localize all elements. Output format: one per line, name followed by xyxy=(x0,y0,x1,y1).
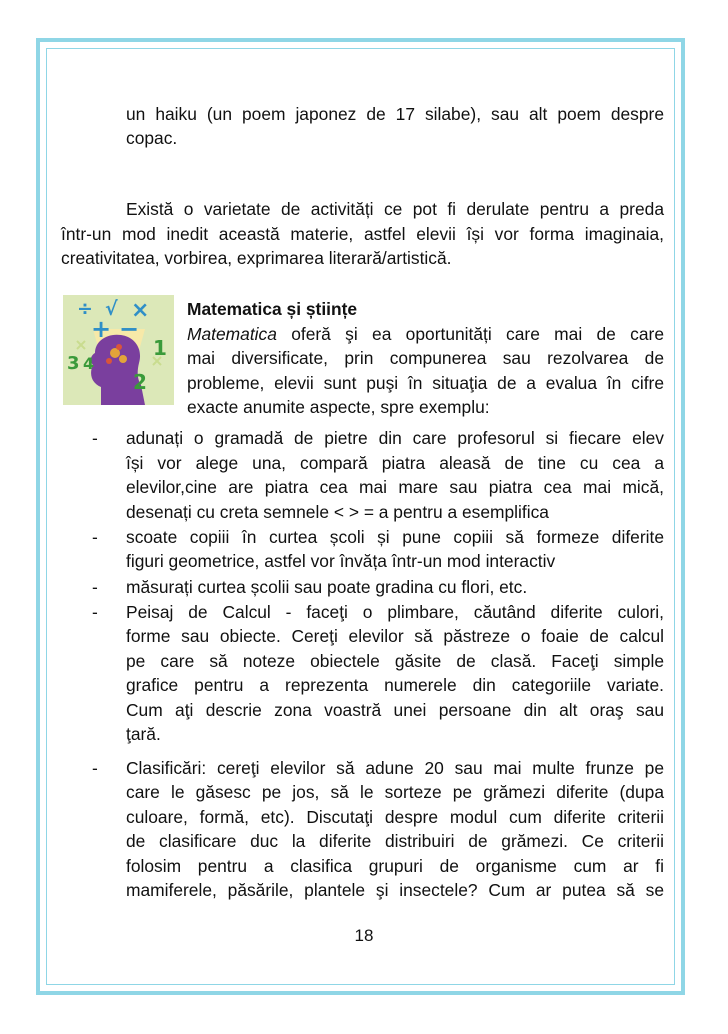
section-line-3: probleme, elevii sunt puşi în situaţia de a evalua în cifre xyxy=(187,373,664,393)
bullet-marker: - xyxy=(92,577,98,597)
bullet-1-line-3: elevilor,cine are piatra cea mai mare sau piatra cea mai mică, xyxy=(126,477,664,497)
bullet-5-line-4: de clasificare duc la diferite distribuiri de grămezi. Ce criterii xyxy=(126,831,664,851)
section-line-1 xyxy=(187,322,664,347)
intro-line-1: Există o varietate de activități ce pot fi derulate pentru a preda xyxy=(126,199,664,219)
bullet-marker: - xyxy=(92,428,98,448)
number-four: 4 xyxy=(83,354,95,373)
root-symbol: √ xyxy=(105,298,118,320)
section-line-2: mai diversificate, prin compunerea sau rezolvarea de xyxy=(187,348,664,368)
math-head-illustration xyxy=(63,295,174,405)
haiku-line-1: un haiku (un poem japonez de 17 silabe), sau alt poem despre xyxy=(126,104,664,124)
section-title: Matematica și științe xyxy=(187,299,358,319)
bullet-5-line-6: mamiferele, păsările, plantele şi insectele? Cum ar putea să se xyxy=(126,880,664,900)
bullet-4-line-3: pe care să noteze obiectele găsite de clasă. Faceţi simple xyxy=(126,651,664,671)
bullet-marker: - xyxy=(92,758,98,778)
bullet-4-line-4: grafice pentru a reprezenta numerele din categoriile variate. xyxy=(126,675,664,695)
section-line-4: exacte anumite aspecte, spre exemplu: xyxy=(187,397,490,417)
divide-symbol: ÷ xyxy=(77,298,93,320)
bullet-2-line-1: scoate copiii în curtea școli și pune copiii să formeze diferite xyxy=(126,527,664,547)
bullet-3-line-1: măsurați curtea școlii sau poate gradina cu flori, etc. xyxy=(126,577,528,597)
bullet-4-line-5: Cum aţi descrie zona voastră unei persoane din alt oraş sau xyxy=(126,700,664,720)
bullet-1-line-1: adunați o gramadă de pietre din care profesorul si fiecare elev xyxy=(126,428,664,448)
bullet-5-line-1: Clasificări: cereţi elevilor să adune 20 sau mai multe frunze pe xyxy=(126,758,664,778)
number-two: 2 xyxy=(133,370,147,394)
plus-symbol: + xyxy=(91,315,112,343)
math-head-icon xyxy=(63,295,174,405)
bullet-marker: - xyxy=(92,527,98,547)
bullet-5-line-2: care le găsesc pe jos, să le sorteze pe grămezi diferite (dupa xyxy=(126,782,664,802)
bullet-marker: - xyxy=(92,602,98,622)
bullet-1-line-2: își vor alege una, compară piatra aleasă de tine cu cea a xyxy=(126,453,664,473)
bullet-4-line-2: forme sau obiecte. Cereţi elevilor să păstreze o foaie de calcul xyxy=(126,626,664,646)
bullet-4-line-1: Peisaj de Calcul - faceţi o plimbare, căutând diferite culori, xyxy=(126,602,664,622)
number-three: 3 xyxy=(67,353,80,374)
bullet-1-line-4: desenați cu creta semnele < > = a pentru a esemplifica xyxy=(126,502,549,522)
bullet-5-line-5: folosim pentru a clasifica grupuri de organisme cum ar fi xyxy=(126,856,664,876)
haiku-line-2: copac. xyxy=(126,128,178,148)
section-lead-italic: Matematica xyxy=(187,324,277,344)
bullet-4-line-6: ţară. xyxy=(126,724,161,744)
intro-line-2: într-un mod inedit această materie, astfel elevii își vor forma imaginaia, xyxy=(61,224,664,244)
section-line-1-rest: oferă şi ea oportunități care mai de care xyxy=(276,324,664,344)
minus-symbol: − xyxy=(119,315,140,343)
page-number: 18 xyxy=(354,926,374,945)
bullet-5-line-3: culoare, formă, etc). Discutaţi despre modul cum diferite criterii xyxy=(126,807,664,827)
bullet-2-line-2: figuri geometrice, astfel vor învăța într-un mod interactiv xyxy=(126,551,556,571)
intro-line-3: creativitatea, vorbirea, exprimarea literară/artistică. xyxy=(61,248,452,268)
times-symbol: × xyxy=(131,298,150,323)
number-one: 1 xyxy=(153,336,167,360)
